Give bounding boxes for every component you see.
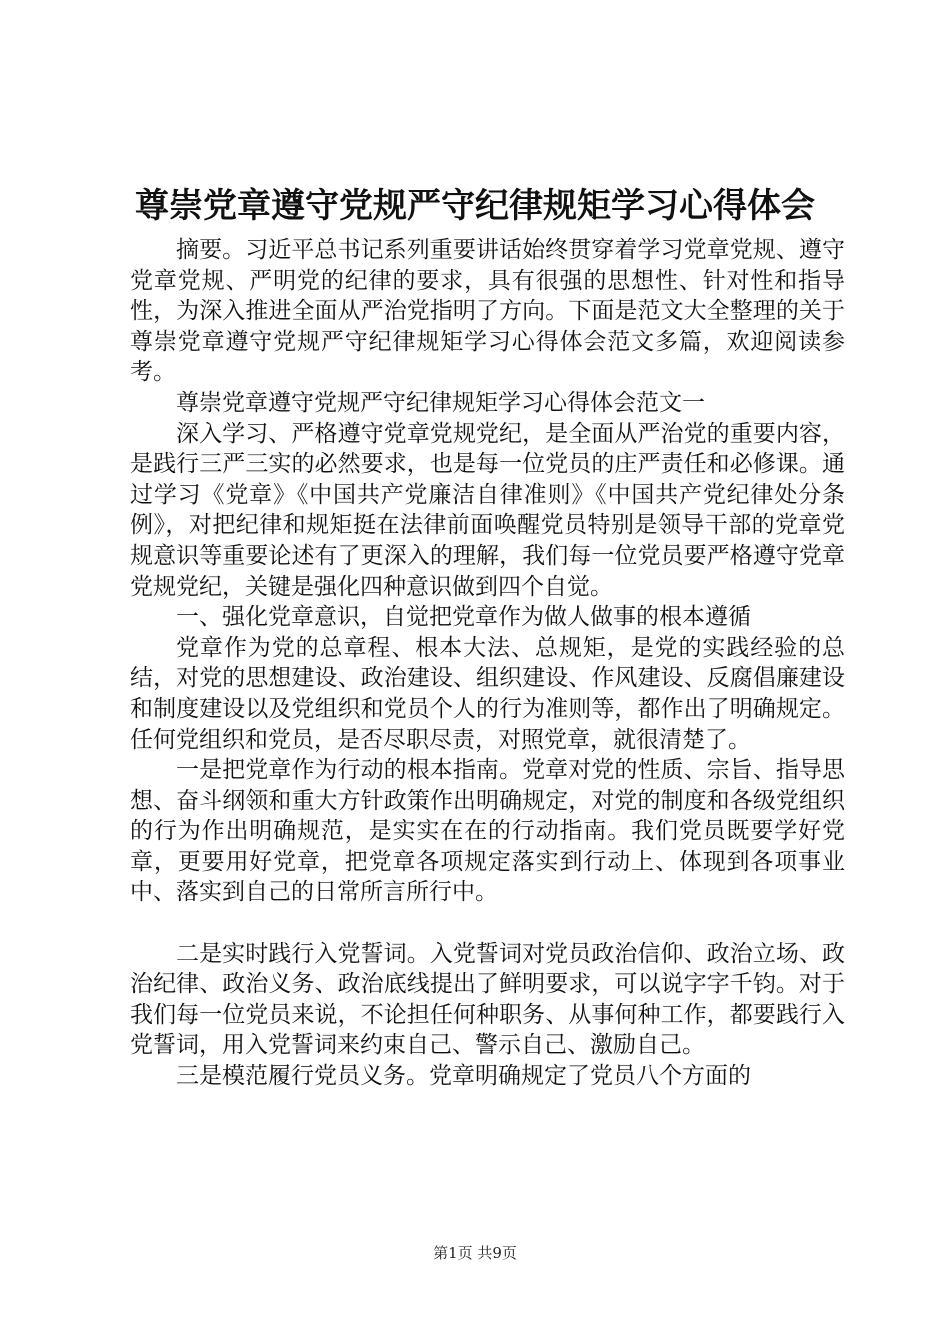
document-body [130,235,845,1092]
document-title: 尊崇党章遵守党规严守纪律规矩学习心得体会 [135,186,815,226]
paragraph-gap [130,908,845,939]
paragraph-point-three: 三是模范履行党员义务。党章明确规定了党员八个方面的 [176,1063,751,1090]
paragraph-abstract: 摘要。习近平总书记系列重要讲话始终贯穿着学习党章党规、遵守党章党规、严明党的纪律的要求，具有很强的思想性、针对性和指导性，为深入推进全面从严治党指明了方向。下面是范文大全整理的关于尊崇党章遵守党规严守纪律规矩学习心得体会范文多篇，欢迎阅读参考。 [130,237,845,386]
paragraph-sample-heading: 尊崇党章遵守党规严守纪律规矩学习心得体会范文一 [176,389,705,416]
paragraph-point-two: 二是实时践行入党誓词。入党誓词对党员政治信仰、政治立场、政治纪律、政治义务、政治底线提出了鲜明要求，可以说字字千钧。对于我们每一位党员来说，不论担任何种职务、从事何种工作，都要践行入党誓词，用入党誓词来约束自己、警示自己、激励自己。 [130,940,845,1059]
paragraph-section-heading: 一、强化党章意识，自觉把党章作为做人做事的根本遵循 [176,604,751,631]
paragraph-point-one: 一是把党章作为行动的根本指南。党章对党的性质、宗旨、指导思想、奋斗纲领和重大方针政策作出明确规定，对党的制度和各级党组织的行为作出明确规范，是实实在在的行动指南。我们党员既要学好党章，更要用好党章，把党章各项规定落实到行动上、体现到各项事业中、落实到自己的日常所言所行中。 [130,757,845,906]
paragraph-intro: 深入学习、严格遵守党章党规党纪，是全面从严治党的重要内容，是践行三严三实的必然要求，也是每一位党员的庄严责任和必修课。通过学习《党章》《中国共产党廉洁自律准则》《中国共产党纪律处分条例》，对把纪律和规矩挺在法律前面唤醒党员特别是领导干部的党章党规意识等重要论述有了更深入的理解，我们每一位党员要严格遵守党章党规党纪，关键是强化四种意识做到四个自觉。 [130,420,845,600]
paragraph-party-constitution: 党章作为党的总章程、根本大法、总规矩，是党的实践经验的总结，对党的思想建设、政治建设、组织建设、作风建设、反腐倡廉建设和制度建设以及党组织和党员个人的行为准则等，都作出了明确规定。任何党组织和党员，是否尽职尽责，对照党章，就很清楚了。 [130,634,845,753]
page-footer: 第1页 共9页 [433,1244,517,1262]
